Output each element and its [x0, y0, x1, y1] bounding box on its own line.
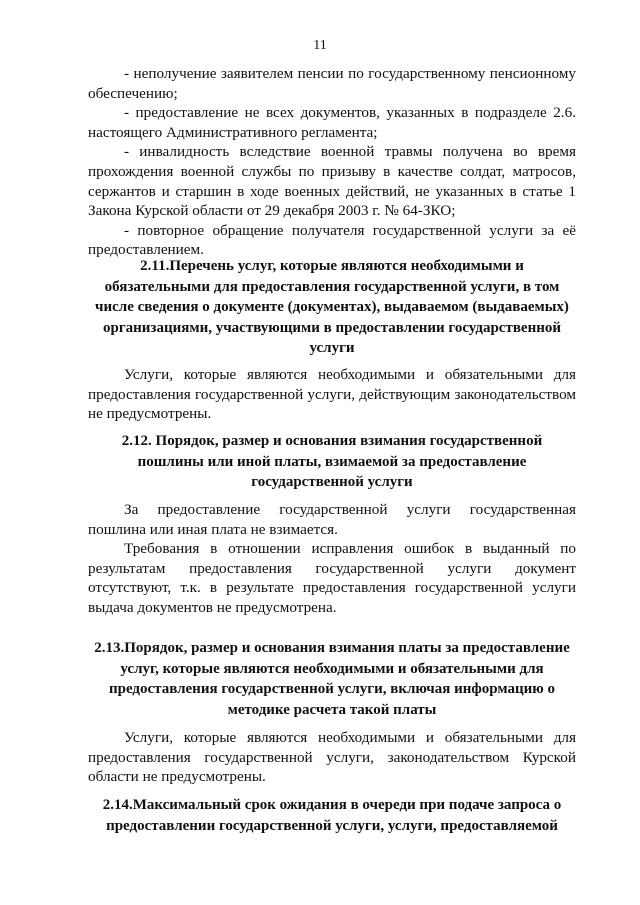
section-heading-2-14: 2.14.Максимальный срок ожидания в очереди при подаче запроса о предоставлении государственной услуги, услуги, предоставляемой [102, 797, 562, 834]
section-heading-2-13: 2.13.Порядок, размер и основания взимания платы за предоставление услуг, которые являются необходимыми и обязательными для предоставления государственной услуги, включая информацию о методике расчета такой платы [94, 640, 570, 718]
paragraph: Услуги, которые являются необходимыми и обязательными для предоставления государственной услуги, действующим законодательством не предусмотрены. [88, 366, 576, 423]
paragraph: Требования в отношении исправления ошибок в выданный по результатам предоставления государственной услуги документ отсутствуют, т.к. в результате предоставления государственной услуги выдача документов не предусмотрена. [88, 540, 576, 616]
list-item: - неполучение заявителем пенсии по государственному пенсионному обеспечению; [88, 65, 576, 102]
list-item: - повторное обращение получателя государственной услуги за её предоставлением. [88, 221, 576, 259]
list-item: - инвалидность вследствие военной травмы получена во время прохождения военной службы по призыву в качестве солдат, матросов, сержантов и старшин в ходе военных действий, не указанных в статье 1 Закона Курской области от 29 декабря 2003 г. № 64-ЗКО; [88, 143, 576, 220]
section-heading-2-11: 2.11.Перечень услуг, которые являются необходимыми и обязательными для предоставления государственной услуги, в том числе сведения о документе (документах), выдаваемом (выдаваемых) организациями, участвующими в предоставлении государственной услуги [95, 258, 569, 356]
section-heading-2-12: 2.12. Порядок, размер и основания взимания государственной пошлины или иной платы, взимаемой за предоставление государственной услуги [121, 433, 543, 490]
page-number: 11 [313, 38, 327, 53]
intro-list [88, 64, 576, 260]
section-body-2-13 [88, 728, 576, 787]
section-body-2-11 [88, 365, 576, 424]
paragraph: За предоставление государственной услуги государственная пошлина или иная плата не взимается. [88, 501, 576, 538]
paragraph: Услуги, которые являются необходимыми и обязательными для предоставления государственной услуги, законодательством Курской области не предусмотрены. [88, 729, 576, 786]
list-item: - предоставление не всех документов, указанных в подразделе 2.6. настоящего Административного регламента; [88, 104, 576, 141]
section-body-2-12 [88, 500, 576, 618]
